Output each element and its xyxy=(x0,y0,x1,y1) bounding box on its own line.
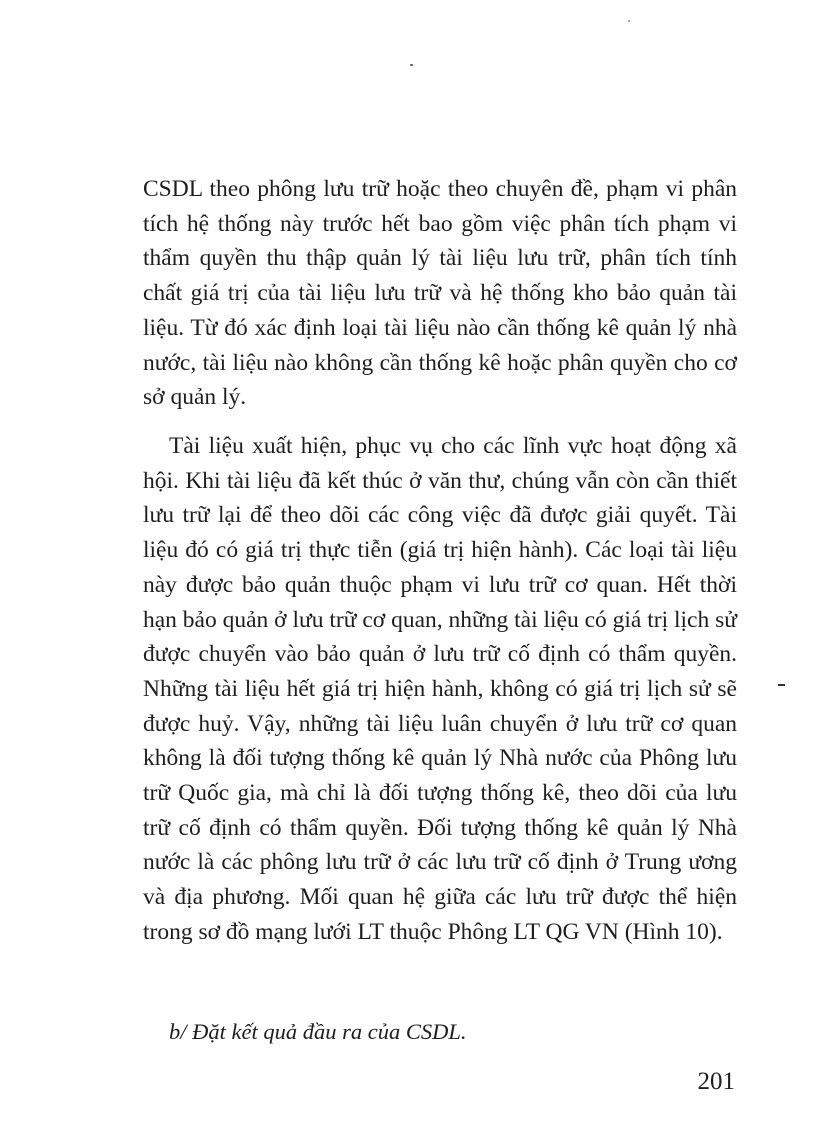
section-subheading: b/ Đặt kết quả đầu ra của CSDL. xyxy=(169,1019,467,1044)
page-number: 201 xyxy=(697,1068,735,1095)
body-paragraph-2: Tài liệu xuất hiện, phục vụ cho các lĩnh vực hoạt động xã hội. Khi tài liệu đã kết thúc ở văn thư, chúng vẫn còn cần thiết lưu trữ lại để theo dõi các công việc đã được giải quyết. Tài liệu đó có giá trị thực tiễn (giá trị hiện hành). Các loại tài liệu này được bảo quản thuộc phạm vi lưu trữ cơ quan. Hết thời hạn bảo quản ở lưu trữ cơ quan, những tài liệu có giá trị lịch sử được chuyển vào bảo quản ở lưu trữ cố định có thẩm quyền. Những tài liệu hết giá trị hiện hành, không có giá trị lịch sử sẽ được huỷ. Vậy, những tài liệu luân chuyển ở lưu trữ cơ quan không là đối tượng thống kê quản lý Nhà nước của Phông lưu trữ Quốc gia, mà chỉ là đối tượng thống kê, theo dõi của lưu trữ cố định có thẩm quyền. Đối tượng thống kê quản lý Nhà nước là các phông lưu trữ ở các lưu trữ cố định ở Trung ương và địa phương. Mối quan hệ giữa các lưu trữ được thể hiện trong sơ đồ mạng lưới LT thuộc Phông LT QG VN (Hình 10). xyxy=(143,433,737,945)
body-paragraph-1: CSDL theo phông lưu trữ hoặc theo chuyên đề, phạm vi phân tích hệ thống này trước hết bao gồm việc phân tích phạm vi thẩm quyền thu thập quản lý tài liệu lưu trữ, phân tích tính chất giá trị của tài liệu lưu trữ và hệ thống kho bảo quản tài liệu. Từ đó xác định loại tài liệu nào cần thống kê quản lý nhà nước, tài liệu nào không cần thống kê hoặc phân quyền cho cơ sở quản lý. xyxy=(143,176,737,411)
scan-speck xyxy=(628,20,630,22)
margin-mark xyxy=(778,684,785,686)
scan-speck xyxy=(410,64,413,66)
